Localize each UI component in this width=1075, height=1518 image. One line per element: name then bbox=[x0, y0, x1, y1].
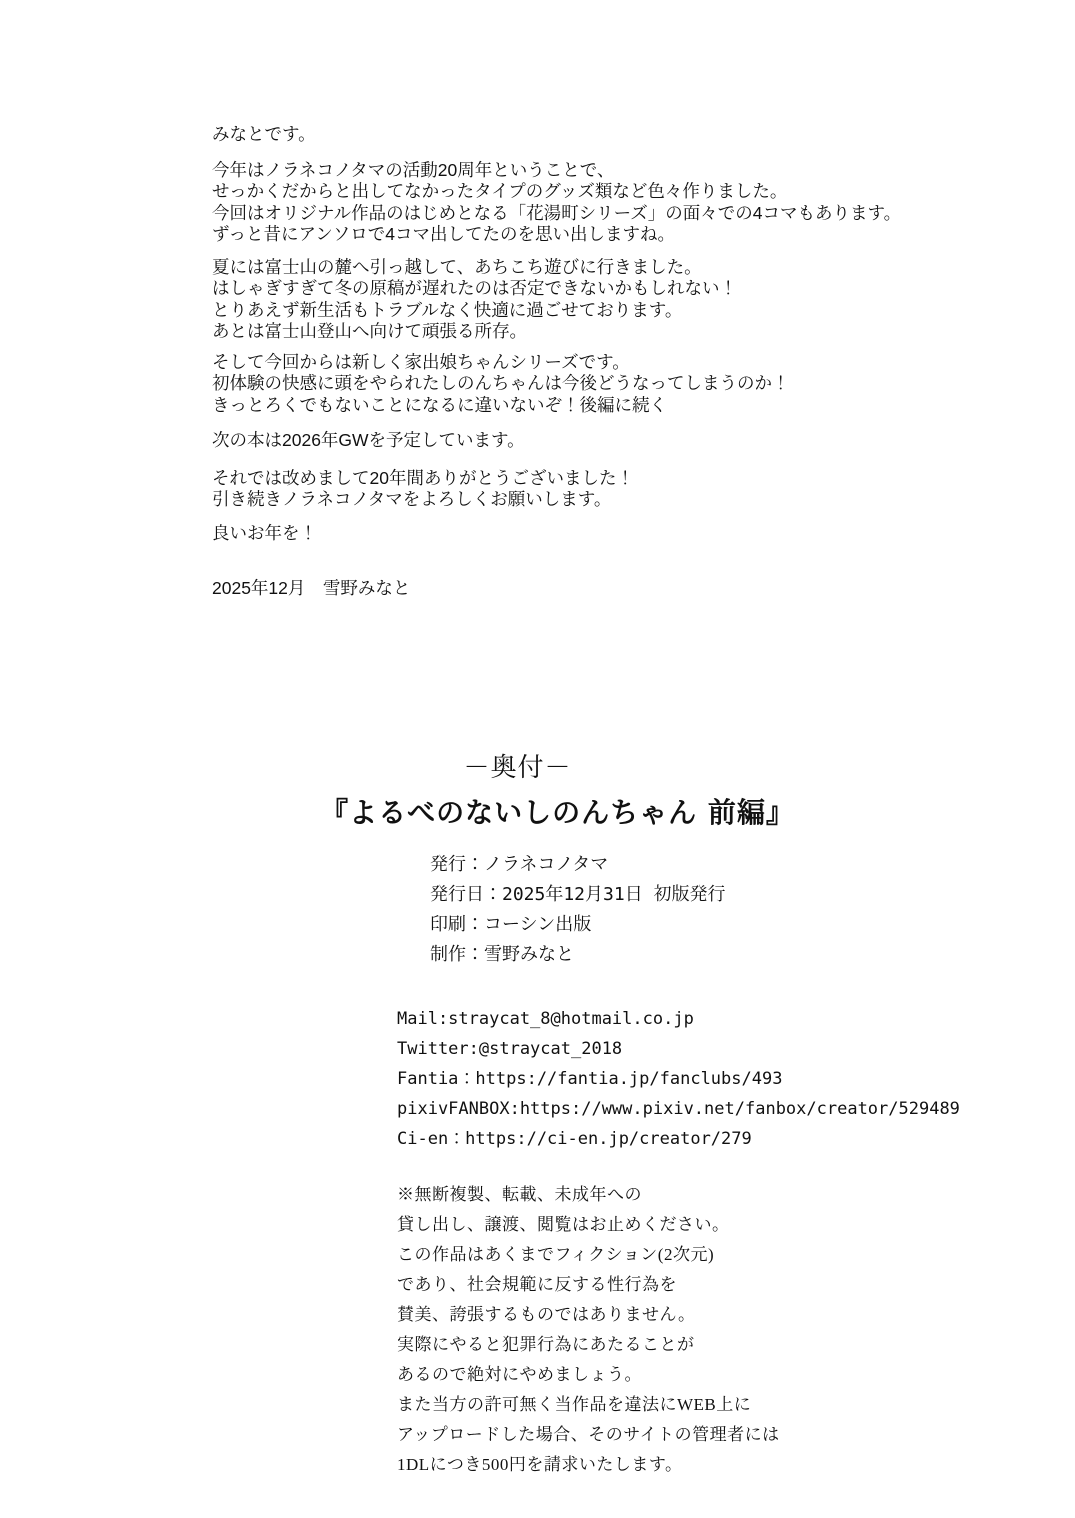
disclaimer-line: ※無断複製、転載、未成年への bbox=[397, 1185, 642, 1204]
letter-line: 今回はオリジナル作品のはじめとなる「花湯町シリーズ」の面々での4コマもあります。 bbox=[212, 202, 902, 223]
contact-line-fantia: Fantia：https://fantia.jp/fanclubs/493 bbox=[397, 1069, 783, 1089]
letter-line: ずっと昔にアンソロで4コマ出してたのを思い出しますね。 bbox=[212, 224, 675, 244]
letter-line: 良いお年を！ bbox=[212, 522, 317, 543]
contact-line-mail: Mail:straycat_8@hotmail.co.jp bbox=[397, 1009, 694, 1029]
letter-line: みなとです。 bbox=[212, 124, 316, 144]
letter-paragraph bbox=[212, 523, 901, 545]
letter-paragraph bbox=[212, 124, 901, 146]
letter-line: 次の本は2026年GWを予定しています。 bbox=[212, 430, 525, 450]
letter-line: あとは富士山登山へ向けて頑張る所存。 bbox=[212, 321, 527, 341]
letter-line: 夏には富士山の麓へ引っ越して、あちこち遊びに行きました。 bbox=[212, 256, 702, 277]
legal-disclaimer bbox=[397, 1180, 780, 1480]
disclaimer-line: 貸し出し、譲渡、閲覧はお止めください。 bbox=[397, 1215, 730, 1234]
disclaimer-line: アップロードした場合、そのサイトの管理者には bbox=[397, 1425, 780, 1444]
letter-paragraph bbox=[212, 257, 901, 343]
contact-line-cien: Ci-en：https://ci-en.jp/creator/279 bbox=[397, 1129, 752, 1149]
disclaimer-line: この作品はあくまでフィクション(2次元) bbox=[397, 1245, 715, 1264]
publication-line: 発行日：2025年12月31日 初版発行 bbox=[430, 884, 726, 905]
publication-line: 発行：ノラネコノタマ bbox=[430, 854, 609, 875]
letter-line: せっかくだからと出してなかったタイプのグッズ類など色々作りました。 bbox=[212, 181, 788, 201]
letter-signature: 2025年12月 雪野みなと bbox=[212, 578, 411, 598]
publication-line: 制作：雪野みなと bbox=[430, 944, 574, 965]
disclaimer-line: 1DLにつき500円を請求いたします。 bbox=[397, 1455, 683, 1474]
letter-line: 今年はノラネコノタマの活動20周年ということで、 bbox=[212, 159, 615, 180]
letter-paragraph bbox=[212, 160, 901, 246]
disclaimer-line: 実際にやると犯罪行為にあたることが bbox=[397, 1335, 695, 1354]
letter-paragraph bbox=[212, 468, 901, 511]
contact-line-twitter: Twitter:@straycat_2018 bbox=[397, 1039, 623, 1059]
contact-info bbox=[397, 1004, 960, 1154]
letter-line: とりあえず新生活もトラブルなく快適に過ごせております。 bbox=[212, 299, 683, 320]
letter-line: きっとろくでもないことになるに違いないぞ！後編に続く bbox=[212, 394, 667, 415]
letter-paragraph bbox=[212, 430, 901, 452]
disclaimer-line: であり、社会規範に反する性行為を bbox=[397, 1275, 677, 1294]
contact-line-pixivfanbox: pixivFANBOX:https://www.pixiv.net/fanbox/creator/529489 bbox=[397, 1099, 960, 1119]
letter-line: それでは改めまして20年間ありがとうございました！ bbox=[212, 467, 634, 488]
book-title: 『よるべのないしのんちゃん 前編』 bbox=[320, 796, 795, 829]
letter-line: 引き続きノラネコノタマをよろしくお願いします。 bbox=[212, 489, 612, 509]
letter-paragraph bbox=[212, 352, 901, 417]
colophon-heading: －奥付－ bbox=[463, 753, 572, 783]
disclaimer-line: 賛美、誇張するものではありません。 bbox=[397, 1305, 696, 1324]
letter-line: 初体験の快感に頭をやられたしのんちゃんは今後どうなってしまうのか！ bbox=[212, 373, 790, 393]
afterword-letter bbox=[212, 124, 901, 600]
letter-line: はしゃぎすぎて冬の原稿が遅れたのは否定できないかもしれない！ bbox=[212, 278, 737, 298]
disclaimer-line: また当方の許可無く当作品を違法にWEB上に bbox=[397, 1395, 752, 1414]
disclaimer-line: あるので絶対にやめましょう。 bbox=[397, 1365, 642, 1384]
publication-line: 印刷：コーシン出版 bbox=[430, 914, 592, 935]
publication-info bbox=[430, 850, 726, 970]
letter-line: そして今回からは新しく家出娘ちゃんシリーズです。 bbox=[212, 351, 630, 372]
